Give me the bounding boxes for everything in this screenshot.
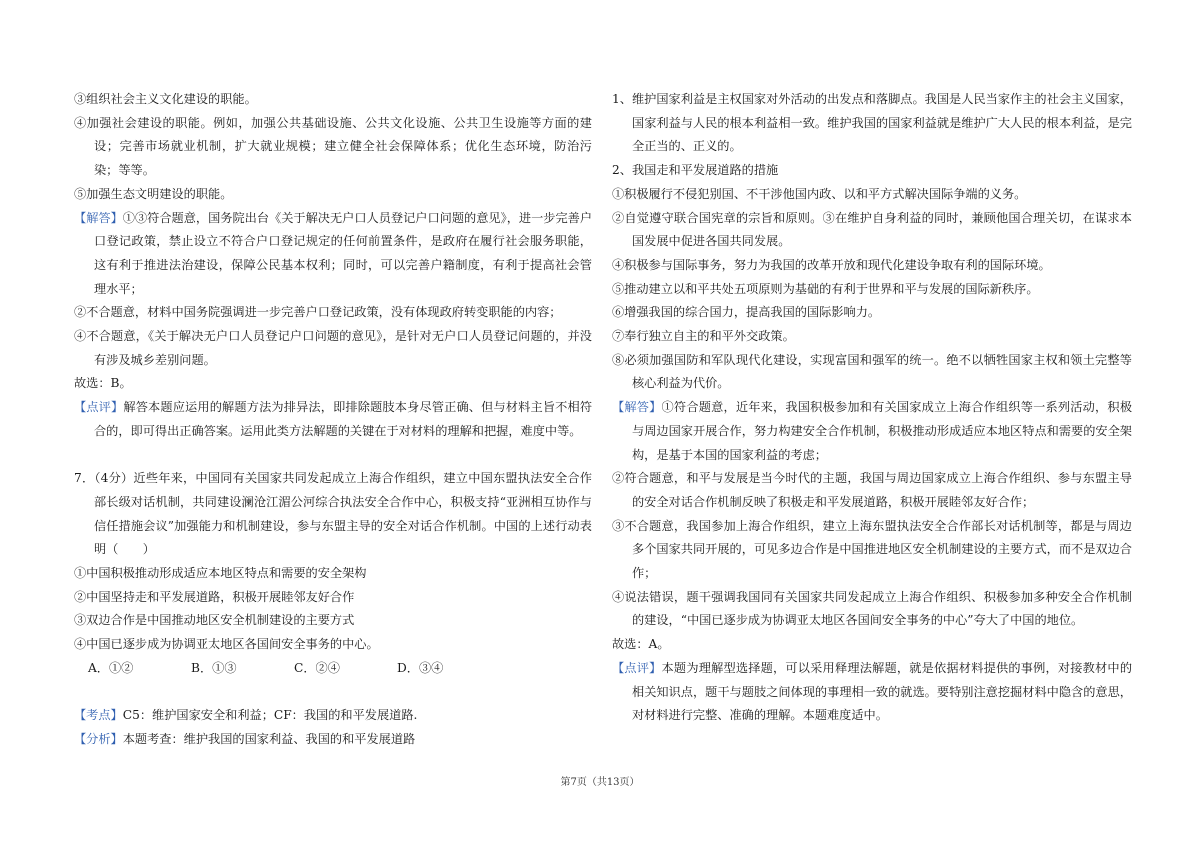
- paragraph: ④说法错误，题干强调我国同有关国家共同发起成立上海合作组织、积极参加多种安全合作机制的建设，“中国已逐步成为协调亚太地区各国间安全事务的中心”夸大了中国的地位。: [612, 589, 1132, 628]
- paragraph: ④不合题意，《关于解决无户口人员登记户口问题的意见》，是针对无户口人员登记问题的，并没有涉及城乡差别问题。: [74, 329, 592, 367]
- spacer: [74, 681, 592, 705]
- kaodian-paragraph: [74, 704, 592, 728]
- answer-text: ①符合题意，近年来，我国积极参加和有关国家成立上海合作组织等一系列活动，积极与周边国家开展合作，努力构建安全合作机制，积极推动形成适应本地区特点和需要的安全架构，是基于本国的国家利益的考虑；: [632, 400, 1133, 462]
- measure-item: ①积极履行不侵犯别国、不干涉他国内政、以和平方式解决国际争端的义务。: [612, 186, 1027, 201]
- measure-item: ②自觉遵守联合国宪章的宗旨和原则。③在维护自身利益的同时，兼顾他国合理关切，在谋求本国发展中促进各国共同发展。: [612, 210, 1132, 249]
- page-number: 第7页（共13页）: [560, 777, 640, 788]
- comment-paragraph: [612, 657, 1132, 728]
- statement: ④中国已逐步成为协调亚太地区各国间安全事务的中心。: [74, 637, 379, 652]
- spacer: [74, 444, 592, 468]
- paragraph: ⑤加强生态文明建设的职能。: [74, 186, 233, 201]
- choice-line: 故选：A。: [612, 637, 670, 652]
- paragraph: ④加强社会建设的职能。例如，加强公共基础设施、公共文化设施、公共卫生设施等方面的建设；完善市场就业机制，扩大就业规模；建立健全社会保障体系；优化生态环境，防治污染；等等。: [74, 115, 592, 178]
- comment-paragraph: [74, 396, 592, 443]
- comment-tag: 【点评】: [612, 660, 662, 675]
- option-b: B．①③: [191, 660, 237, 675]
- statement: ①中国积极推动形成适应本地区特点和需要的安全架构: [74, 566, 367, 581]
- comment-text: 本题为理解型选择题，可以采用释理法解题，就是依据材料提供的事例，对接教材中的相关知识点，题干与题肢之间体现的事理相一致的就选。要特别注意挖掘材料中隐含的意思，对材料进行完整、准确的理解。本题难度适中。: [632, 660, 1133, 723]
- paragraph: ②符合题意，和平与发展是当今时代的主题，我国与周边国家成立上海合作组织、参与东盟主导的安全对话合作机制反映了积极走和平发展道路，积极开展睦邻友好合作；: [612, 471, 1132, 509]
- answer-paragraph: [612, 396, 1132, 467]
- statement: ②中国坚持走和平发展道路，积极开展睦邻友好合作: [74, 589, 355, 604]
- paragraph: ③不合题意，我国参加上海合作组织，建立上海东盟执法安全合作部长对话机制等，都是与周边多个国家共同开展的，可见多边合作是中国推进地区安全机制建设的主要方式，而不是双边合作；: [612, 518, 1132, 581]
- question-stem: 7．（4分）近些年来，中国同有关国家共同发起成立上海合作组织，建立中国东盟执法安全合作部长级对话机制，共同建设澜沧江湄公河综合执法安全合作中心，积极支持“亚洲相互协作与信任措施会议”加强能力和机制建设，参与东盟主导的安全对话合作机制。中国的上述行动表明（ ）: [74, 471, 592, 557]
- measure-item: ⑦奉行独立自主的和平外交政策。: [612, 329, 795, 344]
- kaodian-text: C5：维护国家安全和利益；CF：我国的和平发展道路.: [122, 708, 418, 723]
- paragraph: ②不合题意，材料中国务院强调进一步完善户口登记政策，没有体现政府转变职能的内容；: [74, 305, 562, 320]
- statement: ③双边合作是中国推动地区安全机制建设的主要方式: [74, 613, 355, 628]
- paragraph: 1、维护国家利益是主权国家对外活动的出发点和落脚点。我国是人民当家作主的社会主义国家，国家利益与人民的根本利益相一致。维护我国的国家利益就是维护广大人民的根本利益，是完全正当的、正义的。: [612, 92, 1132, 154]
- measure-item: ⑧必须加强国防和军队现代化建设，实现富国和强军的统一。绝不以牺牲国家主权和领土完整等核心利益为代价。: [612, 352, 1132, 391]
- option-c: C．②④: [294, 660, 340, 675]
- left-column: [74, 88, 592, 752]
- option-a: A．①②: [88, 660, 134, 675]
- choice-line: 故选：B。: [74, 376, 132, 391]
- answer-text: ①③符合题意，国务院出台《关于解决无户口人员登记户口问题的意见》，进一步完善户口登记政策，禁止设立不符合户口登记规定的任何前置条件，是政府在履行社会服务职能，这有利于推进法治建设，保障公民基本权利；同时，可以完善户籍制度，有利于提高社会管理水平；: [94, 210, 593, 296]
- comment-tag: 【点评】: [74, 400, 124, 415]
- measure-item: ④积极参与国际事务，努力为我国的改革开放和现代化建设争取有利的国际环境。: [612, 257, 1051, 272]
- measure-item: ⑥增强我国的综合国力，提高我国的国际影响力。: [612, 305, 881, 320]
- comment-text: 解答本题应运用的解题方法为排异法，即排除题肢本身尽管正确、但与材料主旨不相符合的，即可得出正确答案。运用此类方法解题的关键在于对材料的理解和把握，难度中等。: [94, 400, 593, 438]
- answer-options: [74, 657, 592, 681]
- paragraph: ③组织社会主义文化建设的职能。: [74, 92, 257, 106]
- right-column: [612, 88, 1132, 728]
- answer-tag: 【解答】: [74, 210, 123, 225]
- answer-tag: 【解答】: [612, 400, 662, 415]
- fenxi-paragraph: [74, 728, 592, 752]
- fenxi-tag: 【分析】: [74, 731, 123, 746]
- paragraph: 2、我国走和平发展道路的措施: [612, 163, 779, 178]
- answer-paragraph: [74, 207, 592, 302]
- kaodian-tag: 【考点】: [74, 708, 123, 723]
- measure-item: ⑤推动建立以和平共处五项原则为基础的有利于世界和平与发展的国际新秩序。: [612, 281, 1039, 296]
- fenxi-text: 本题考查：维护我国的国家利益、我国的和平发展道路: [122, 731, 416, 746]
- option-d: D．③④: [397, 660, 444, 675]
